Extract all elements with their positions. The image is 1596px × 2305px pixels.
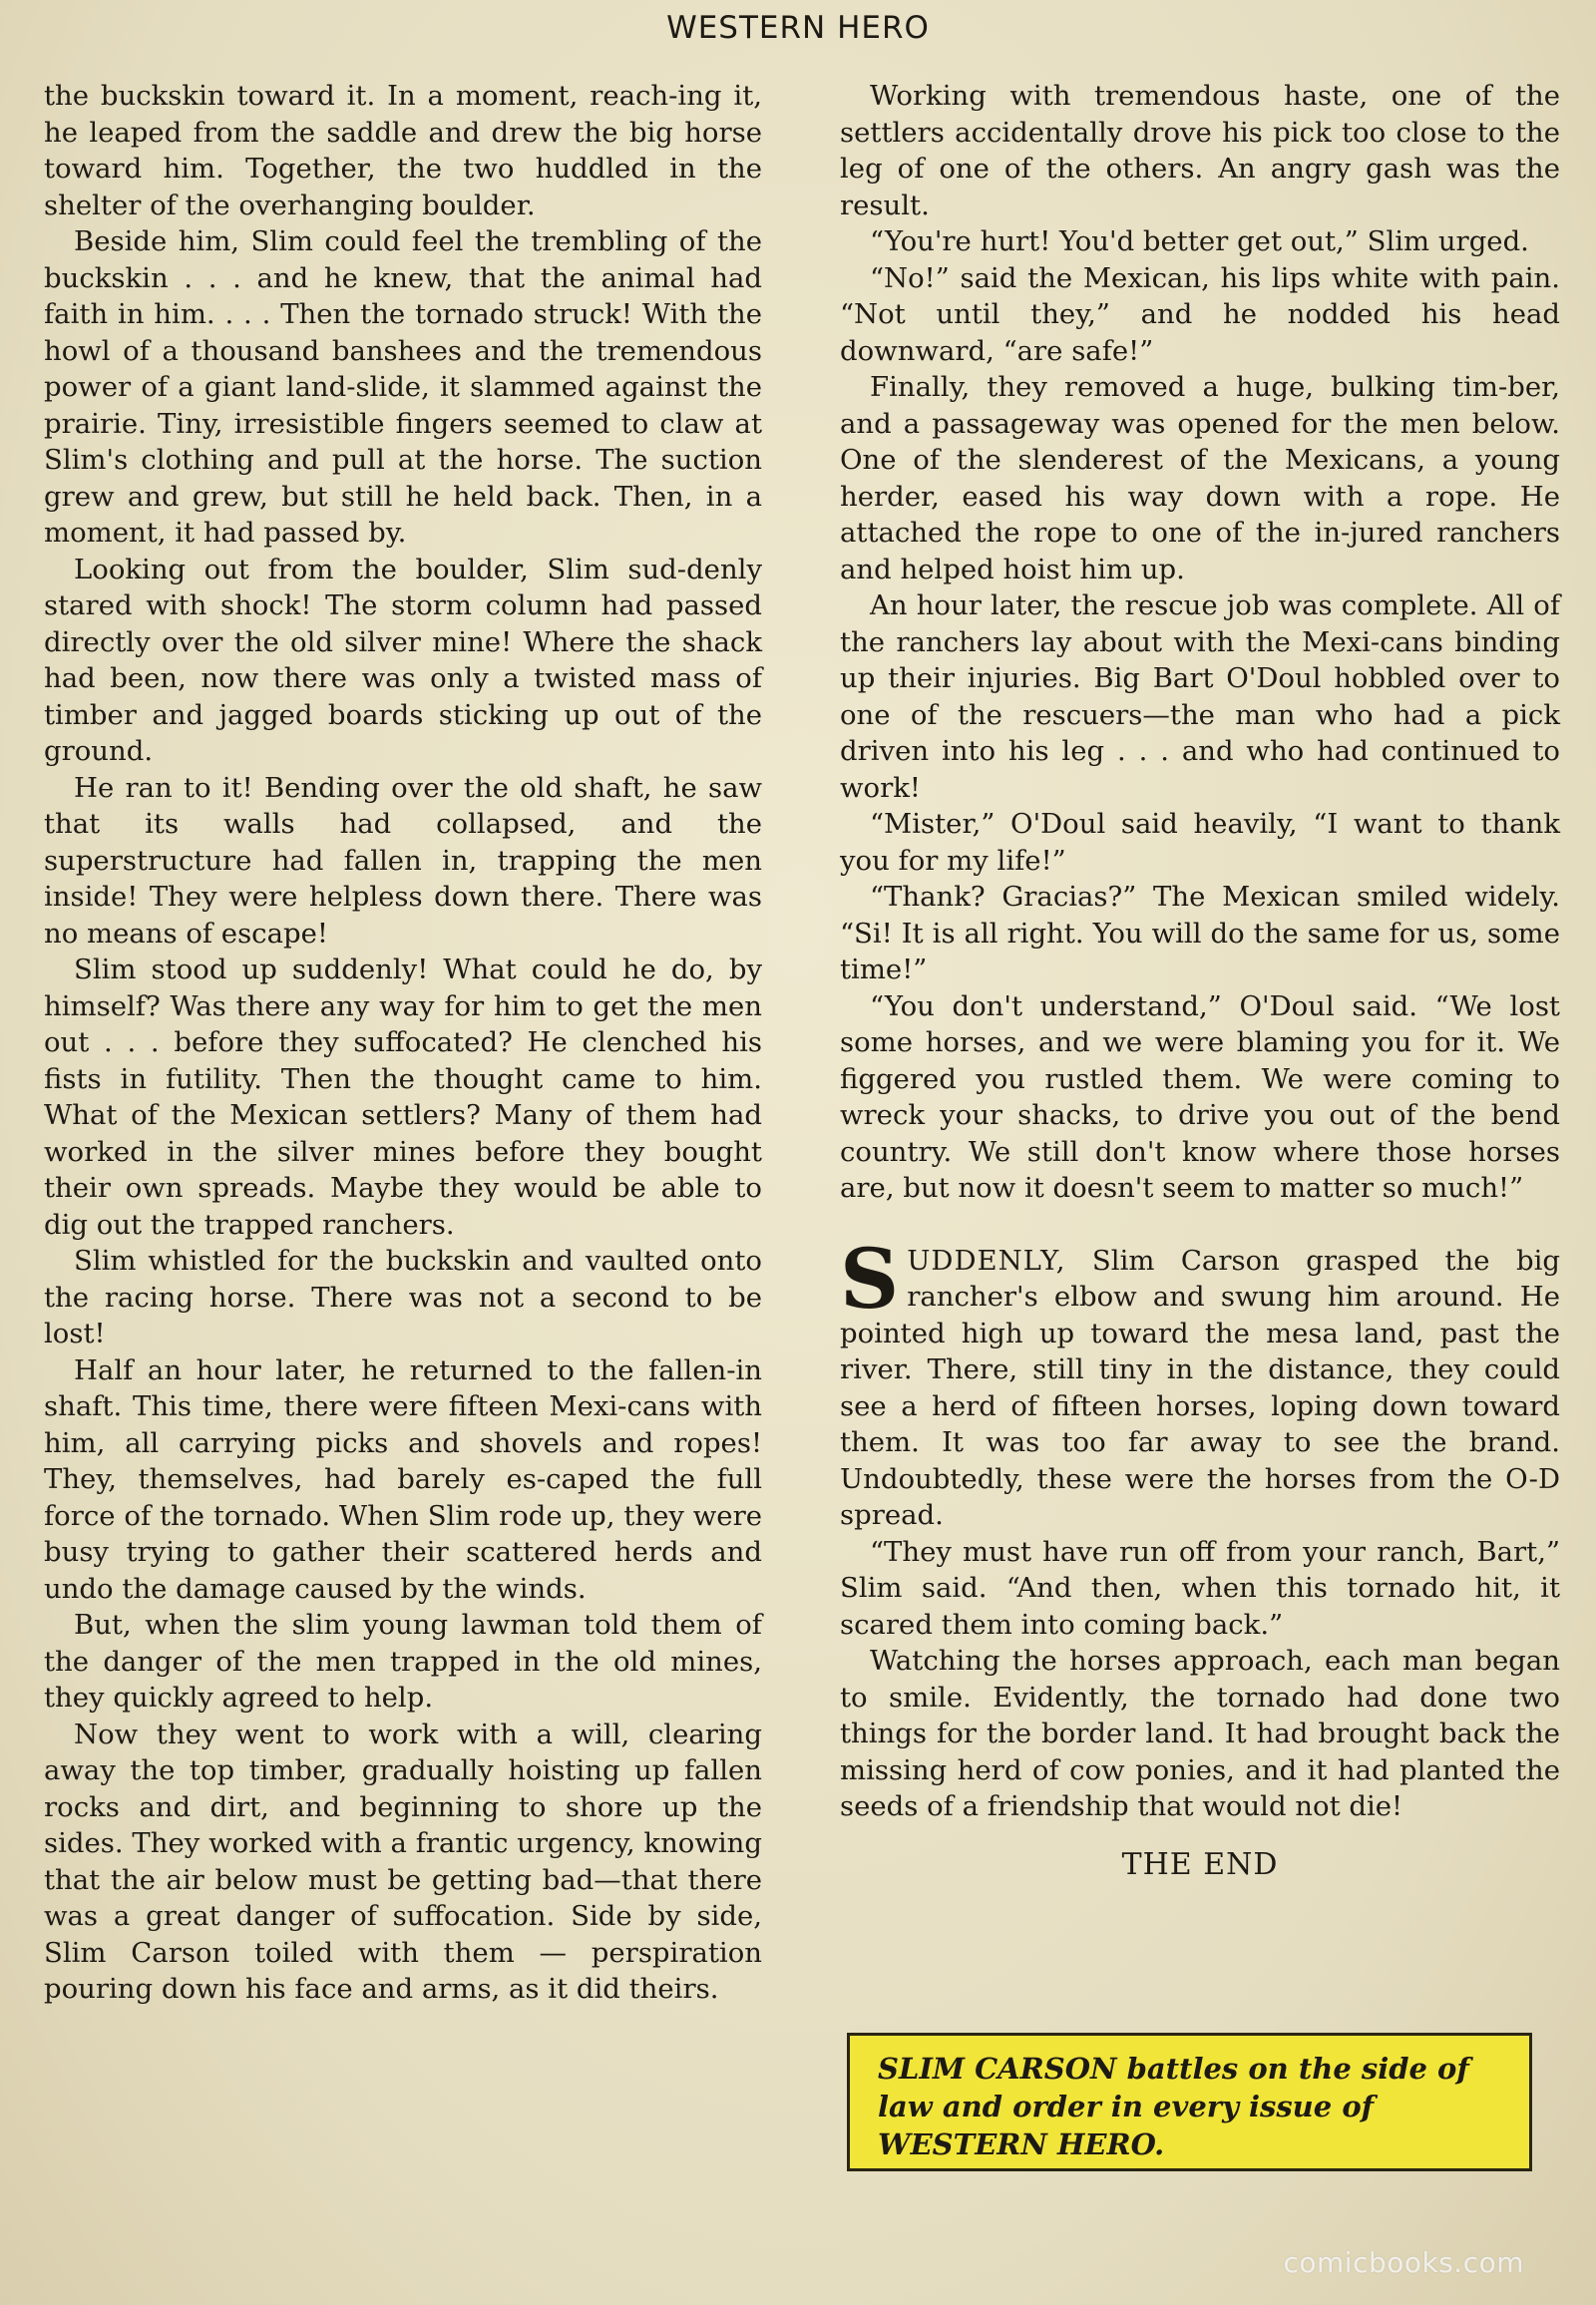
paragraph: “You don't understand,” O'Doul said. “We lost some horses, and we were blaming you for it. We figgered you rustled them. We were coming to wreck your shacks, to drive you out of the bend country. We still don't know where those horses are, but now it doesn't seem to matter so much!” (840, 989, 1560, 1204)
drop-cap-letter: S (840, 1231, 900, 1328)
paragraph: Finally, they removed a huge, bulking tim-ber, and a passageway was opened for the men below. One of the slenderest of the Mexicans, a young herder, eased his way down with a rope. He attached the rope to one of the in-jured ranchers and helped hoist him up. (840, 371, 1560, 585)
the-end-label: THE END (1121, 1846, 1279, 1882)
paragraph: An hour later, the rescue job was complete. All of the ranchers lay about with the Mexi-cans binding up their injuries. Big Bart O'Doul hobbled over to one of the rescuers—the man who had a pick driven into his leg . . . and who had continued to work! (840, 589, 1560, 804)
page-header-title: WESTERN HERO (666, 10, 930, 46)
paragraph: Beside him, Slim could feel the trembling of the buckskin . . . and he knew, that the animal had faith in him. . . . Then the tornado struck! With the howl of a thousand banshees and the tremendous power of a giant land-slide, it slammed against the prairie. Tiny, irresistible fingers seemed to claw at Slim's clothing and pull at the horse. The suction grew and grew, but still he held back. Then, in a moment, it had passed by. (44, 225, 762, 549)
right-text-column (840, 78, 1560, 1883)
paragraph: Now they went to work with a will, clearing away the top timber, gradually hoisting up fallen rocks and dirt, and beginning to shore up the sides. They worked with a frantic urgency, knowing that the air below must be getting bad—that there was a great danger of suffocation. Side by side, Slim Carson toiled with them — perspiration pouring down his face and arms, as it did theirs. (44, 1718, 762, 2005)
paragraph: Looking out from the boulder, Slim sud-denly stared with shock! The storm column had passed directly over the old silver mine! Where the shack had been, now there was only a twisted mass of timber and jagged boards sticking up out of the ground. (44, 553, 762, 767)
paragraph: But, when the slim young lawman told them of the danger of the men trapped in the old mines, they quickly agreed to help. (44, 1609, 762, 1714)
opening-word: UDDENLY, (907, 1244, 1066, 1277)
paragraph: Watching the horses approach, each man began to smile. Evidently, the tornado had done two things for the border land. It had brought back the missing herd of cow ponies, and it had planted the seeds of a friendship that would not die! (840, 1645, 1560, 1822)
paragraph: Slim whistled for the buckskin and vaulted onto the racing horse. There was not a second to be lost! (44, 1245, 762, 1349)
left-text-column (44, 78, 762, 2008)
paragraph: Half an hour later, he returned to the fallen-in shaft. This time, there were fifteen Mexi-cans with him, all carrying picks and shovels and ropes! They, themselves, had barely es-caped the full force of the tornado. When Slim rode up, they were busy trying to gather their scattered herds and undo the damage caused by the winds. (44, 1353, 762, 1605)
paragraph: “Thank? Gracias?” The Mexican smiled widely. “Si! It is all right. You will do the same for us, some time!” (840, 881, 1560, 985)
paragraph: Working with tremendous haste, one of the settlers accidentally drove his pick too close to the leg of one of the others. An angry gash was the result. (840, 80, 1560, 221)
promo-box: SLIM CARSON battles on the side of law and order in every issue of WESTERN HERO. (847, 2033, 1532, 2171)
section-opening-paragraph (840, 1231, 1560, 1534)
paragraph: the buckskin toward it. In a moment, reach-ing it, he leaped from the saddle and drew the big horse toward him. Together, the two huddled in the shelter of the overhanging boulder. (44, 80, 762, 221)
paragraph: Slim stood up suddenly! What could he do, by himself? Was there any way for him to get the men out . . . before they suffocated? He clenched his fists in futility. Then the thought came to him. What of the Mexican settlers? Many of them had worked in the silver mines before they bought their own spreads. Maybe they would be able to dig out the trapped ranchers. (44, 954, 762, 1241)
paragraph: He ran to it! Bending over the old shaft, he saw that its walls had collapsed, and the superstructure had fallen in, trapping the men inside! They were helpless down there. There was no means of escape! (44, 771, 762, 950)
paragraph: “You're hurt! You'd better get out,” Slim urged. (870, 225, 1529, 257)
section-break (840, 1207, 1560, 1243)
paragraph: “Mister,” O'Doul said heavily, “I want to thank you for my life!” (840, 808, 1560, 877)
watermark: comicbooks.com (1283, 2246, 1524, 2279)
paragraph: “They must have run off from your ranch, Bart,” Slim said. “And then, when this tornado hit, it scared them into coming back.” (840, 1535, 1560, 1641)
paragraph-rest: Slim Carson grasped the big rancher's elbow and swung him around. He pointed high up toward the mesa land, past the river. There, still tiny in the distance, they could see a herd of fifteen horses, loping down toward them. It was too far away to see the brand. Undoubtedly, these were the horses from the O-D spread. (840, 1244, 1560, 1531)
paragraph: “No!” said the Mexican, his lips white with pain. “Not until they,” and he nodded his head downward, “are safe!” (840, 261, 1560, 367)
